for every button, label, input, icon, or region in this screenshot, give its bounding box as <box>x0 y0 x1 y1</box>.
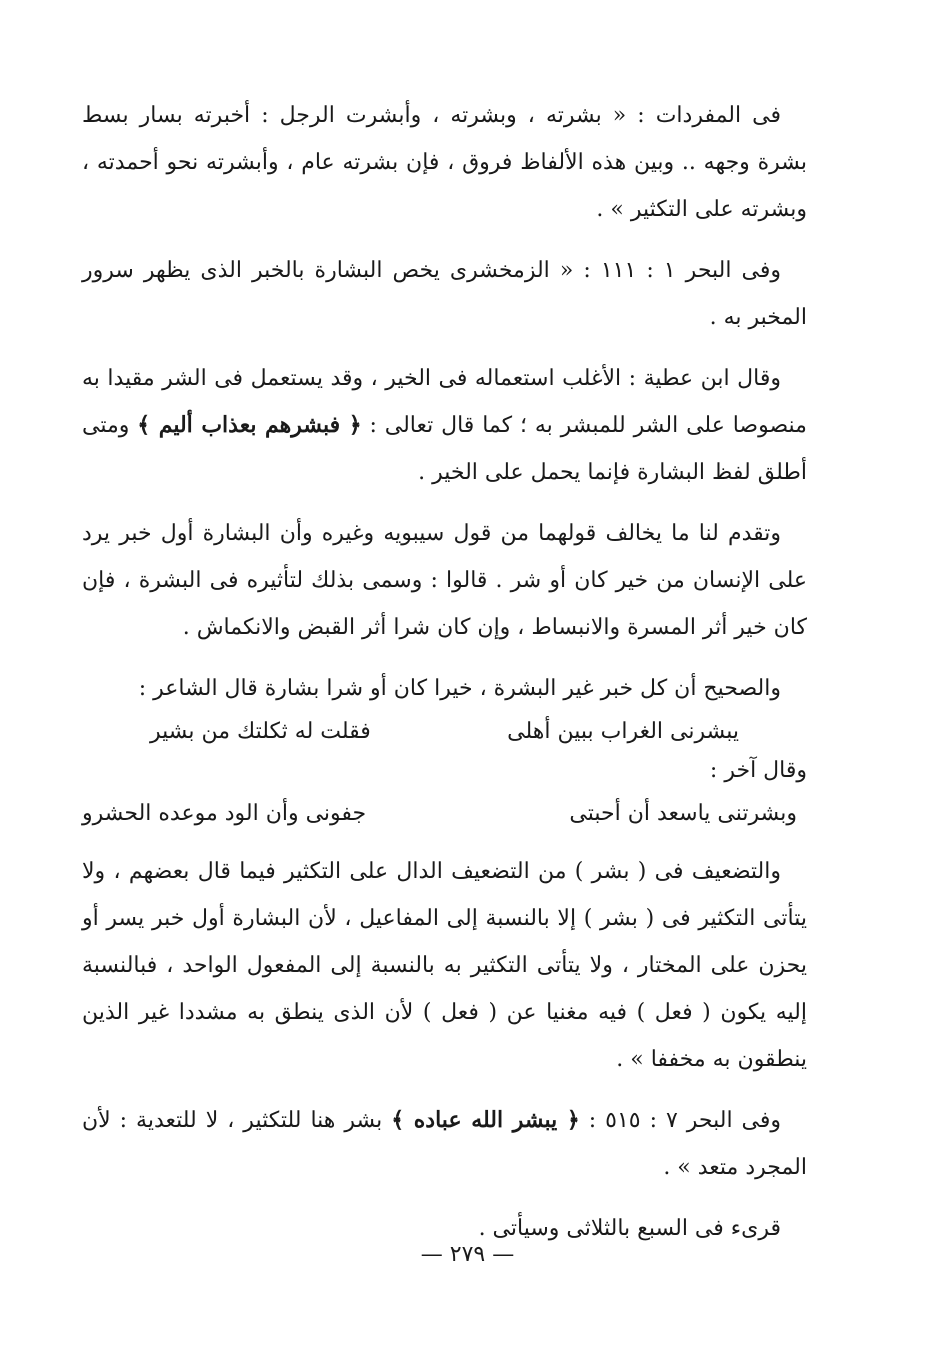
paragraph-sibawayh: وتقدم لنا ما يخالف قولهما من قول سيبويه وغيره وأن البشارة أول خبر يرد على الإنسان من خير كان أو شر . قالوا : وسمى بذلك لتأثيره فى البشرة ، فإن كان خير أثر المسرة والانبساط ، وإن كان شرا أثر القبض والانكماش . <box>82 521 807 640</box>
paragraph-sahih: والصحيح أن كل خبر غير البشرة ، خيرا كان أو شرا بشارة قال الشاعر : <box>138 676 781 701</box>
verse-1-first-hemistich: يبشرنى الغراب ببين أهلى <box>507 719 739 744</box>
paragraph-tadif: والتضعيف فى ( بشر ) من التضعيف الدال على التكثير فيما قال بعضهم ، ولا يتأتى التكثير فى ( بشر ) إلا بالنسبة إلى المفاعيل ، لأن البشارة أول خبر يسر أو يحزن على المختار ، ولا يتأتى التكثير به بالنسبة إلى المفعول الواحد ، فبالنسبة إليه يكون ( فعل ) فيه مغنيا عن ( فعل ) لأن الذى ينطق به مشددا غير الذين ينطقون به مخففا » . <box>82 859 807 1072</box>
paragraph-ibn-atiyya <box>82 355 807 496</box>
page-body <box>82 92 807 1266</box>
paragraph-mufradat: فى المفردات : « بشرته ، وبشرته ، وأبشرت الرجل : أخبرته بسار بسط بشرة وجهه .. وبين هذه الألفاظ فروق ، فإن بشرته عام ، وأبشرته نحو أحمدته ، وبشرته على التكثير » . <box>82 103 807 222</box>
paragraph-ibn-atiyya-text-c: ومتى أطلق لفظ البشارة فإنما يحمل على الخير . <box>82 413 807 485</box>
quran-quote-1: ﴿ فبشرهم بعذاب أليم ﴾ <box>137 412 362 438</box>
verse-2-second-hemistich: جفونى وأن الود موعده الحشرو <box>82 801 367 826</box>
quran-quote-2: ﴿ يبشر الله عباده ﴾ <box>391 1107 580 1133</box>
verse-1-second-hemistich: فقلت له ثكلتك من بشير <box>150 719 371 744</box>
paragraph-ibn-atiyya-text-a: وقال ابن عطية : الأغلب استعماله فى الخير ، وقد يستعمل فى الشر مقيدا به منصوصا على الشر للمبشر به ؛ كما قال تعالى : <box>82 366 807 438</box>
paragraph-bahr-1: وفى البحر ١ : ١١١ : « الزمخشرى يخص البشارة بالخبر الذى يظهر سرور المخبر به . <box>82 258 807 330</box>
paragraph-bahr-7-text-a: وفى البحر ٧ : ٥١٥ : <box>579 1108 782 1133</box>
poem-verse-2 <box>82 794 807 834</box>
other-poet-label: وقال آخر : <box>709 758 807 783</box>
paragraph-bahr-7-text-c: بشر هنا للتكثير ، لا للتعدية : لأن المجرد متعد » . <box>82 1108 807 1180</box>
paragraph-qirat: قرىء فى السبع بالثلاثى وسيأتى . <box>478 1216 781 1241</box>
verse-2-first-hemistich: وبشرتنى ياسعد أن أحبتى <box>569 801 797 826</box>
poem-verse-1 <box>82 712 807 752</box>
page-number: — ٢٧٩ — <box>420 1242 515 1267</box>
paragraph-bahr-7 <box>82 1097 807 1191</box>
